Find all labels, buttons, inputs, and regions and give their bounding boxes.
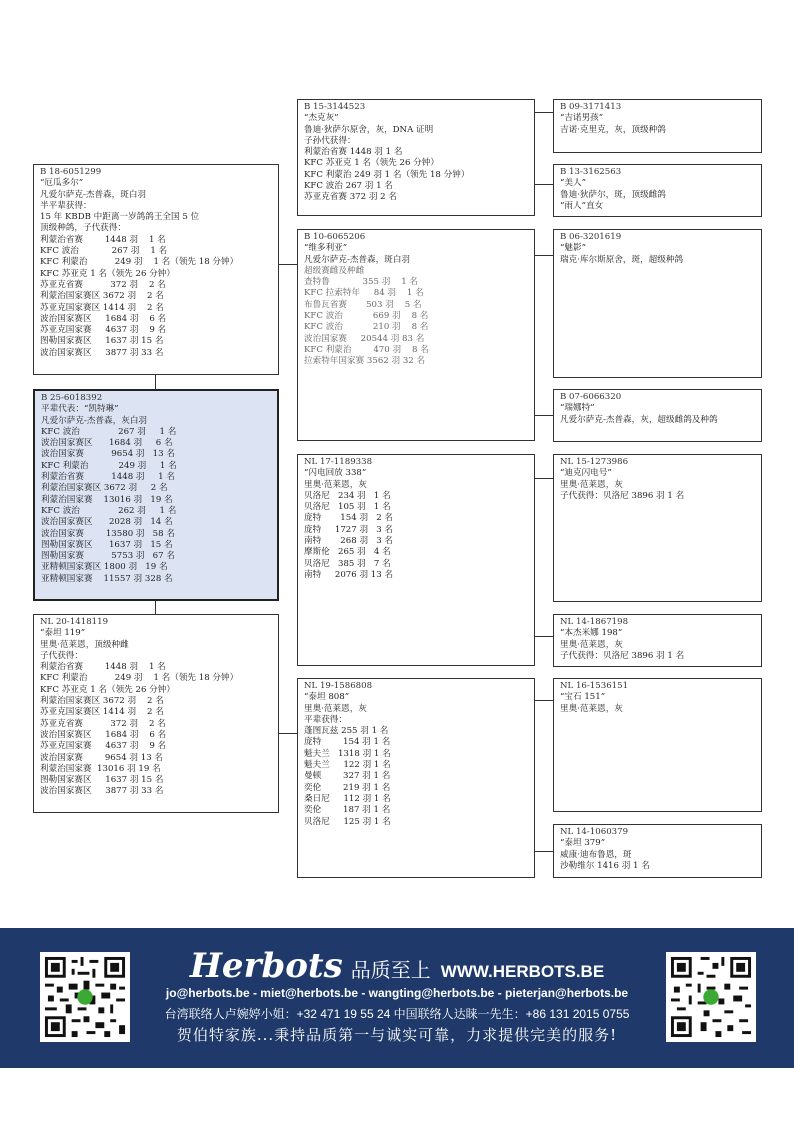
pedigree-line: 利蒙治省赛 1448 羽 1 名 — [40, 662, 166, 673]
connector — [535, 112, 553, 113]
pedigree-line: 亚精顿国家赛区 1800 羽 19 名 — [41, 562, 168, 573]
connector — [535, 184, 553, 185]
connector — [279, 264, 297, 265]
pedigree-line: 贝洛尼 105 羽 1 名 — [304, 502, 391, 513]
pedigree-line: 鲁迪·狄萨尔，斑，顶级雌鸽 — [560, 189, 666, 200]
connector — [535, 700, 553, 701]
ring-number: NL 14-1060379 — [560, 827, 629, 837]
pedigree-box-sire-sire — [297, 99, 535, 216]
pedigree-line: 平辈获得： — [304, 714, 347, 725]
herbots-logo: Herbots — [189, 946, 343, 986]
footer-motto: 贺伯特家族...秉持品质第一与诚实可靠，力求提供完美的服务! — [176, 1026, 618, 1044]
pigeon-name: “泰坦 379” — [560, 838, 606, 849]
pedigree-box-ggp — [553, 824, 762, 878]
pedigree-line: 奕伦 187 羽 1 名 — [304, 805, 391, 816]
pigeon-name: “迪克闪电号” — [560, 468, 612, 479]
pigeon-name: “魅影” — [560, 243, 586, 254]
pedigree-box-sire-dam — [297, 229, 535, 441]
ring-number: NL 17-1189338 — [304, 457, 373, 467]
pedigree-line: “雨人”直女 — [560, 200, 604, 211]
pedigree-line: 瑞克·库尔斯原舍，斑，超级种鸽 — [560, 254, 684, 265]
pedigree-line: 曼顿 327 羽 1 名 — [304, 771, 391, 782]
pedigree-line: 波治国家赛区 3877 羽 33 名 — [40, 786, 164, 797]
pedigree-line: KFC 波治 267 羽 1 名 — [40, 246, 168, 257]
ring-number: B 10-6065206 — [304, 232, 366, 242]
pedigree-box-ggp — [553, 678, 762, 812]
connector — [535, 255, 553, 256]
pedigree-line: 利蒙治国家赛区 3672 羽 2 名 — [41, 483, 168, 494]
pedigree-line: 利蒙治国家赛区 3672 羽 2 名 — [40, 696, 164, 707]
ring-number: NL 20-1418119 — [40, 617, 109, 627]
connector — [535, 478, 553, 479]
pedigree-box-dam-dam — [297, 678, 535, 878]
ring-number: B 09-3171413 — [560, 102, 622, 112]
pedigree-line: 波治国家赛区 1684 羽 6 名 — [40, 313, 167, 324]
pigeon-name: “泰坦 119” — [40, 628, 86, 639]
pedigree-line: KFC 利蒙治 249 羽 1 名（领先 18 分钟） — [304, 169, 470, 180]
pedigree-line: 凡爱尔萨克-杰普森，灰白羽 — [41, 415, 148, 426]
pedigree-line: 顶级种鸽，子代获得： — [40, 223, 126, 234]
pedigree-line: 苏亚克省赛 372 羽 2 名 — [304, 192, 397, 203]
pedigree-line: 查特鲁 355 羽 1 名 — [304, 277, 419, 288]
pedigree-line: 吉诺·克里克，灰，顶级种鸽 — [560, 124, 666, 135]
pedigree-line: 摩斯伦 265 羽 4 名 — [304, 547, 391, 558]
pedigree-line: 凡爱尔萨克-杰普森，斑白羽 — [40, 189, 147, 200]
pedigree-line: 鲁迪·狄萨尔原舍，灰，DNA 证明 — [304, 124, 434, 135]
pedigree-line: 图勒国家赛区 1637 羽 15 名 — [40, 775, 164, 786]
pedigree-line: 里奥·范莱恩，灰 — [560, 703, 623, 714]
connector — [155, 375, 156, 389]
pedigree-line: 苏亚克国家赛 4637 羽 9 名 — [40, 325, 167, 336]
pedigree-line: 图勒国家赛 5753 羽 67 名 — [41, 551, 175, 562]
ring-number: B 07-6066320 — [560, 392, 622, 402]
pigeon-name: “泰坦 808” — [304, 692, 350, 703]
brand-row — [0, 946, 794, 986]
email-list[interactable]: jo@herbots.be - miet@herbots.be - wangting@herbots.be - pieterjan@herbots.be — [165, 986, 629, 1000]
pedigree-line: 里奥·范莱恩，灰 — [304, 703, 367, 714]
pedigree-line: 蓬图瓦兹 255 羽 1 名 — [304, 726, 389, 737]
contact-phones: 台湾联络人卢婉婷小姐：+32 471 19 55 24 中国联络人达睐一先生：+86 131 2015 0755 — [164, 1007, 630, 1021]
slogan: 品质至上 — [350, 958, 431, 982]
pedigree-box-dam-sire — [297, 454, 535, 666]
connector — [535, 636, 553, 637]
pedigree-line: 里奥·范莱恩，灰 — [560, 479, 623, 490]
pedigree-box-ggp — [553, 614, 762, 667]
pedigree-line: 波治国家赛区 2028 羽 14 名 — [41, 517, 173, 528]
pigeon-name: “宝石 151” — [560, 692, 606, 703]
pedigree-line: 利蒙治省赛 1448 羽 1 名 — [41, 472, 175, 483]
pedigree-line: KFC 利蒙治 470 羽 8 名 — [304, 344, 429, 355]
pigeon-name: “闪电回放 338” — [304, 468, 367, 479]
pedigree-line: 凡爱尔萨克-杰普森，斑白羽 — [304, 254, 411, 265]
pedigree-box-ggp — [553, 164, 762, 217]
pedigree-line: KFC 利蒙治 249 羽 1 名（领先 18 分钟） — [40, 257, 239, 268]
pedigree-line: 子孙代获得： — [304, 135, 356, 146]
pedigree-line: 超级赛雌及种雌 — [304, 265, 365, 276]
pedigree-box-ggp — [553, 454, 762, 602]
pedigree-line: 桑日尼 112 羽 1 名 — [304, 793, 391, 804]
pedigree-line: 利蒙治省赛 1448 羽 1 名 — [40, 234, 166, 245]
pedigree-line: 15 年 KBDB 中距离一岁鸽鸽王全国 5 位 — [40, 212, 200, 223]
pedigree-line: KFC 波治 210 羽 8 名 — [304, 322, 429, 333]
footer-banner — [0, 928, 794, 1068]
pedigree-line: 波治国家赛 20544 羽 83 名 — [304, 333, 425, 344]
pedigree-line: KFC 波治 669 羽 8 名 — [304, 311, 429, 322]
pigeon-name: “瑞娜特” — [560, 403, 595, 414]
pedigree-line: 子代获得： — [40, 650, 83, 661]
pedigree-line: 里奥·范莱恩，顶级种雌 — [40, 639, 129, 650]
pedigree-line: 波治国家赛 9654 羽 13 名 — [40, 752, 164, 763]
connector — [535, 851, 553, 852]
pedigree-line: KFC 波治 262 羽 1 名 — [41, 505, 177, 516]
pedigree-box-ggp — [553, 99, 762, 153]
pedigree-line: 贝洛尼 234 羽 1 名 — [304, 490, 391, 501]
pedigree-line: 苏亚克国家赛区 1414 羽 2 名 — [40, 302, 164, 313]
ring-number: NL 19-1586808 — [304, 681, 373, 691]
pedigree-line: KFC 利蒙治 249 羽 1 名 — [41, 460, 177, 471]
pedigree-line: 波治国家赛 13580 羽 58 名 — [41, 528, 175, 539]
pedigree-line: 沙勒维尔 1416 羽 1 名 — [560, 860, 650, 871]
pedigree-line: 贝洛尼 125 羽 1 名 — [304, 816, 391, 827]
pedigree-line: 图勒国家赛区 1637 羽 15 名 — [40, 336, 164, 347]
pedigree-line: 魁夫兰 1318 羽 1 名 — [304, 748, 391, 759]
pedigree-line: 苏亚克国家赛区 1414 羽 2 名 — [40, 707, 164, 718]
pedigree-line: 波治国家赛区 1684 羽 6 名 — [41, 438, 173, 449]
pedigree-line: 里奥·范莱恩，灰 — [560, 639, 623, 650]
pedigree-line: 波治国家赛区 1684 羽 6 名 — [40, 729, 167, 740]
pedigree-line: KFC 利蒙治 249 羽 1 名（领先 18 分钟） — [40, 673, 239, 684]
pedigree-line: KFC 波治 267 羽 1 名 — [41, 426, 177, 437]
pedigree-line: 苏亚克省赛 372 羽 2 名 — [40, 718, 166, 729]
pigeon-name: “本杰米娜 198” — [560, 628, 623, 639]
ring-number: B 15-3144523 — [304, 102, 366, 112]
pedigree-box-ggp — [553, 229, 762, 378]
pedigree-line: 庞特 154 羽 1 名 — [304, 737, 391, 748]
pedigree-line: 庞特 1727 羽 3 名 — [304, 524, 394, 535]
pedigree-line: 苏亚克省赛 372 羽 2 名 — [40, 279, 166, 290]
pigeon-name: “美人” — [560, 178, 586, 189]
pedigree-line: 里奥·范莱恩，灰 — [304, 479, 367, 490]
pedigree-line: 图勒国家赛区 1637 羽 15 名 — [41, 539, 173, 550]
pigeon-name: “厄瓜多尔” — [40, 178, 84, 189]
pedigree-line: 利蒙治国家赛 13016 羽 19 名 — [40, 763, 161, 774]
pedigree-line: 利蒙治国家赛区 3672 羽 2 名 — [40, 291, 164, 302]
ring-number: NL 14-1867198 — [560, 617, 629, 627]
website-link[interactable]: WWW.HERBOTS.BE — [440, 962, 605, 981]
ring-number: B 18-6051299 — [40, 167, 102, 177]
connector — [279, 733, 297, 734]
pedigree-line: 利蒙治省赛 1448 羽 1 名 — [304, 147, 403, 158]
pigeon-name: “吉诺男孩” — [560, 113, 604, 124]
pigeon-name: 平辈代表：“凯特琳” — [41, 404, 119, 415]
pedigree-line: 波治国家赛 9654 羽 13 名 — [41, 449, 175, 460]
ring-number: NL 15-1273986 — [560, 457, 629, 467]
pedigree-line: KFC 波治 267 羽 1 名 — [304, 181, 393, 192]
pigeon-name: “杰克灰” — [304, 113, 339, 124]
pedigree-line: 苏亚克国家赛 4637 羽 9 名 — [40, 741, 167, 752]
pedigree-line: 波治国家赛区 3877 羽 33 名 — [40, 347, 164, 358]
pedigree-box-sire — [33, 164, 279, 375]
pedigree-line: 亚精顿国家赛 11557 羽 328 名 — [41, 573, 173, 584]
pigeon-name: “维多利亚” — [304, 243, 348, 254]
pedigree-line: 南特 268 羽 3 名 — [304, 536, 394, 547]
connector — [155, 601, 156, 614]
pedigree-box-subject — [33, 389, 279, 601]
pedigree-line: KFC 苏亚克 1 名（领先 26 分钟） — [304, 158, 439, 169]
pedigree-line: 威康·迪布鲁恩，斑 — [560, 849, 632, 860]
pedigree-line: 半平辈获得： — [40, 200, 92, 211]
pedigree-line: 贝洛尼 385 羽 7 名 — [304, 558, 391, 569]
ring-number: B 06-3201619 — [560, 232, 622, 242]
pedigree-line: KFC 苏亚克 1 名（领先 26 分钟） — [40, 268, 175, 279]
pedigree-line: 利蒙治国家赛 13016 羽 19 名 — [41, 494, 173, 505]
pedigree-line: 庞特 154 羽 2 名 — [304, 513, 394, 524]
pedigree-line: KFC 拉索特年 84 羽 1 名 — [304, 288, 424, 299]
pedigree-box-ggp — [553, 389, 762, 442]
connector — [535, 415, 553, 416]
pedigree-box-dam — [33, 614, 279, 813]
pedigree-line: 奕伦 219 羽 1 名 — [304, 782, 391, 793]
ring-number: B 25-6018392 — [41, 393, 103, 403]
pedigree-line: 南特 2076 羽 13 名 — [304, 569, 394, 580]
pedigree-line: 子代获得：贝洛尼 3896 羽 1 名 — [560, 490, 685, 501]
pedigree-line: KFC 苏亚克 1 名（领先 26 分钟） — [40, 684, 175, 695]
pedigree-line: 魁夫兰 122 羽 1 名 — [304, 760, 391, 771]
pedigree-line: 布鲁瓦省赛 503 羽 5 名 — [304, 299, 422, 310]
ring-number: B 13-3162563 — [560, 167, 622, 177]
pedigree-line: 子代获得：贝洛尼 3896 羽 1 名 — [560, 650, 685, 661]
pedigree-line: 凡爱尔萨克-杰普森，灰，超级雌鸽及种鸽 — [560, 414, 718, 425]
ring-number: NL 16-1536151 — [560, 681, 629, 691]
pedigree-line: 拉索特年国家赛 3562 羽 32 名 — [304, 356, 426, 367]
